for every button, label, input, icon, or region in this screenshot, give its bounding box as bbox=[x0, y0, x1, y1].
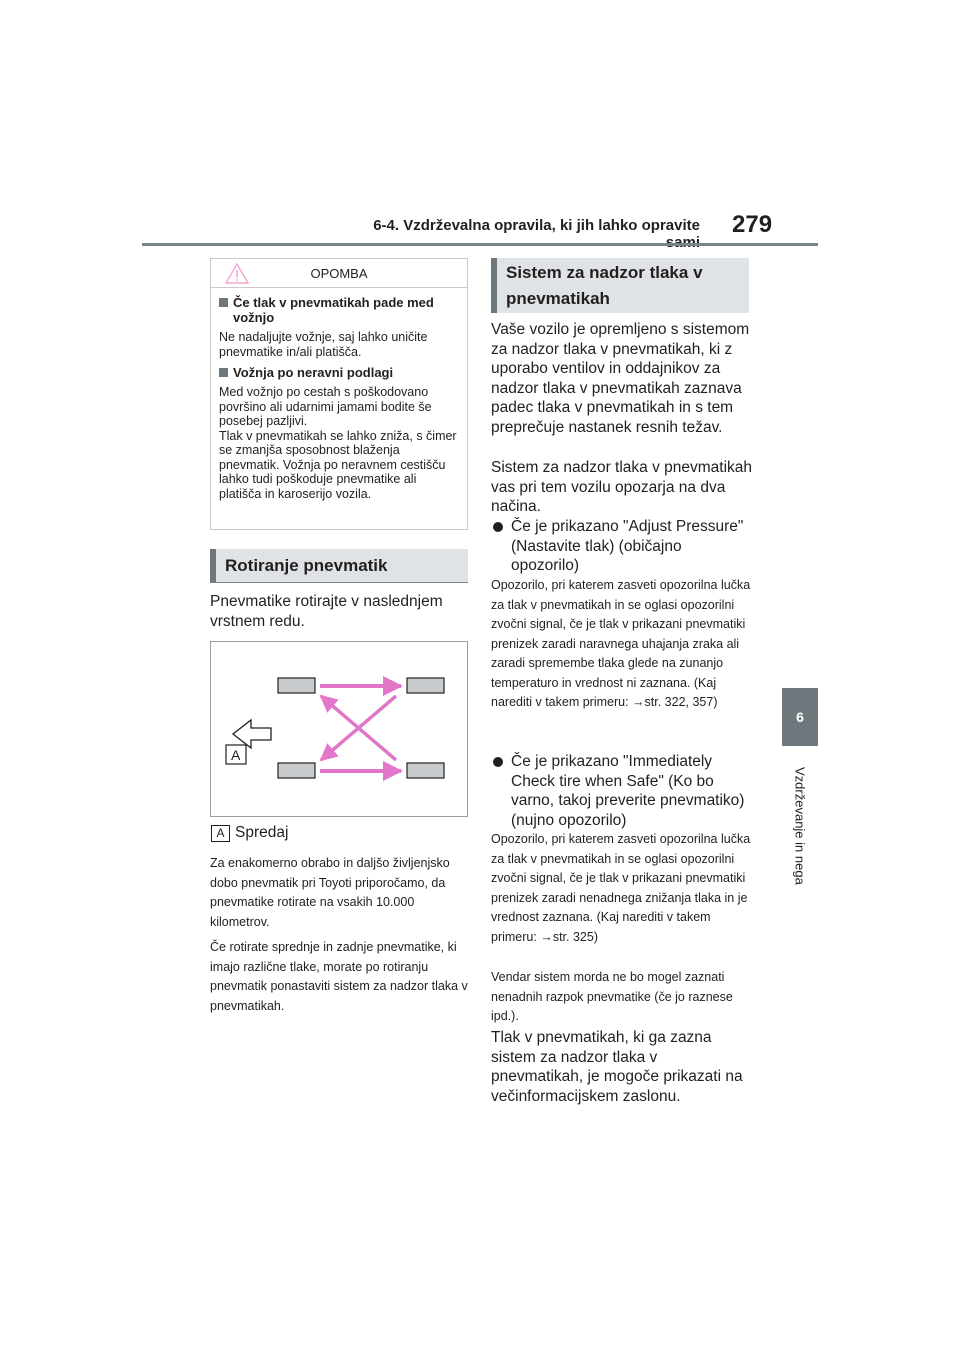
chapter-number: 6 bbox=[796, 709, 804, 725]
tpms-intro-2: Sistem za nadzor tlaka v pnevmatikah vas pri tem vozilu opozarja na dva načina. bbox=[491, 459, 753, 515]
warning-triangle-icon bbox=[225, 263, 249, 284]
tpms-bullet-1 bbox=[491, 517, 753, 576]
front-direction-arrow-icon bbox=[233, 720, 271, 748]
rotation-heading: Rotiranje pnevmatik bbox=[210, 549, 468, 582]
chapter-tab bbox=[782, 688, 818, 746]
notice-item-heading-text: Če tlak v pnevmatikah pade med vožnjo bbox=[233, 295, 434, 325]
tire-rotation-diagram bbox=[210, 641, 468, 817]
bullet-dot-icon bbox=[493, 522, 503, 532]
notice-item-text: Med vožnjo po cestah s poškodovano površino ali udarnimi jamami bodite še posebej pazljivi. Tlak v pnevmatikah se lahko zniža, s čimer se zmanjša sposobnost blaženja pnevmatik. Vožnja po neravnem cestišču lahko tudi poškoduje pnevmatike ali platišča in karoserijo vozila. bbox=[219, 385, 457, 501]
section-title: 6-4. Vzdrževalna opravila, ki jih lahko opravite bbox=[373, 217, 700, 234]
rotation-paragraph-2: Če rotirate sprednje in zadnje pnevmatike, ki imajo različne tlake, morate po rotiranju pnevmatik ponastaviti sistem za nadzor tlaka v pnevmatikah. bbox=[210, 940, 468, 1013]
tire-rotation-svg bbox=[211, 642, 467, 816]
tire-rear-right bbox=[407, 763, 444, 778]
tpms-bullet-1-detail: Opozorilo, pri katerem zasveti opozorilna lučka za tlak v pnevmatikah in se oglasi opozorilni zvočni signal, če je tlak v prikazani pnevmatiki prenizek zaradi naravnega uhajanja zraka ali zaradi spremembe tlaka glede na zunanjo temperaturo in vrednost ni zaznana. (Kaj narediti v takem primeru: →str. 322, 357) bbox=[491, 578, 751, 709]
notice-item-heading bbox=[219, 295, 459, 325]
rotation-intro: Pnevmatike rotirajte v naslednjem vrstnem redu. bbox=[210, 593, 443, 630]
tpms-bullet-2-text: Če je prikazano "Immediately Check tire when Safe" (Ko bo varno, takoj preverite pnevmatiko) (nujno opozorilo) bbox=[511, 753, 745, 829]
page-number: 279 bbox=[732, 211, 773, 238]
tpms-bullet-1-text: Če je prikazano "Adjust Pressure" (Nastavite tlak) (običajno opozorilo) bbox=[511, 518, 744, 574]
tire-front-left bbox=[278, 678, 315, 693]
tpms-final-paragraph: Tlak v pnevmatikah, ki ga zazna sistem za nadzor tlaka v pnevmatikah, je mogoče prikazati na večinformacijskem zaslonu. bbox=[491, 1029, 743, 1105]
tpms-bullet-2 bbox=[491, 752, 753, 830]
notice-body bbox=[211, 287, 467, 501]
legend-text: Spredaj bbox=[235, 824, 289, 841]
notice-title: OPOMBA bbox=[310, 265, 368, 281]
tpms-intro: Vaše vozilo je opremljeno s sistemom za nadzor tlaka v pnevmatikah, ki z uporabo ventilov in oddajnikov za nadzor tlaka v pnevmatikah zaznava padec tlaka v pnevmatikah in s tem preprečuje nastanek resnih težav. bbox=[491, 321, 750, 436]
header-divider bbox=[142, 243, 818, 246]
square-bullet-icon bbox=[219, 368, 228, 377]
notice-header bbox=[211, 259, 467, 287]
chapter-label bbox=[782, 752, 818, 900]
notice-box bbox=[210, 258, 468, 530]
tpms-heading: Sistem za nadzor tlaka v pnevmatikah bbox=[491, 258, 749, 313]
heading-underline bbox=[210, 582, 468, 583]
legend-row bbox=[211, 824, 469, 842]
legend-key: A bbox=[211, 825, 230, 842]
notice-item-text: Ne nadaljujte vožnje, saj lahko uničite pnevmatike in/ali platišča. bbox=[219, 330, 428, 359]
tire-front-right bbox=[407, 678, 444, 693]
square-bullet-icon bbox=[219, 298, 228, 307]
chapter-label-text: Vzdrževanje in nega bbox=[792, 767, 808, 885]
tpms-bullet-2-detail-2: Vendar sistem morda ne bo mogel zaznati nenadnih razpok pnevmatike (če jo raznese ipd.). bbox=[491, 970, 733, 1023]
notice-item-heading bbox=[219, 365, 459, 380]
rotation-paragraph-1: Za enakomerno obrabo in daljšo življenjsko dobo pnevmatik pri Toyoti priporočamo, da pnevmatike rotirate na vsakih 10.000 kilometrov. bbox=[210, 856, 450, 929]
bullet-dot-icon bbox=[493, 757, 503, 767]
tire-rear-left bbox=[278, 763, 315, 778]
legend-a-letter: A bbox=[231, 747, 241, 763]
notice-item-heading-text: Vožnja po neravni podlagi bbox=[233, 365, 394, 380]
tpms-bullet-2-detail: Opozorilo, pri katerem zasveti opozorilna lučka za tlak v pnevmatikah in se oglasi opozorilni zvočni signal, če je tlak v prikazani pnevmatiki prenizek zaradi nenadnega znižanja tlaka in je vrednost zaznana. (Kaj narediti v takem primeru: →str. 325) bbox=[491, 832, 751, 944]
